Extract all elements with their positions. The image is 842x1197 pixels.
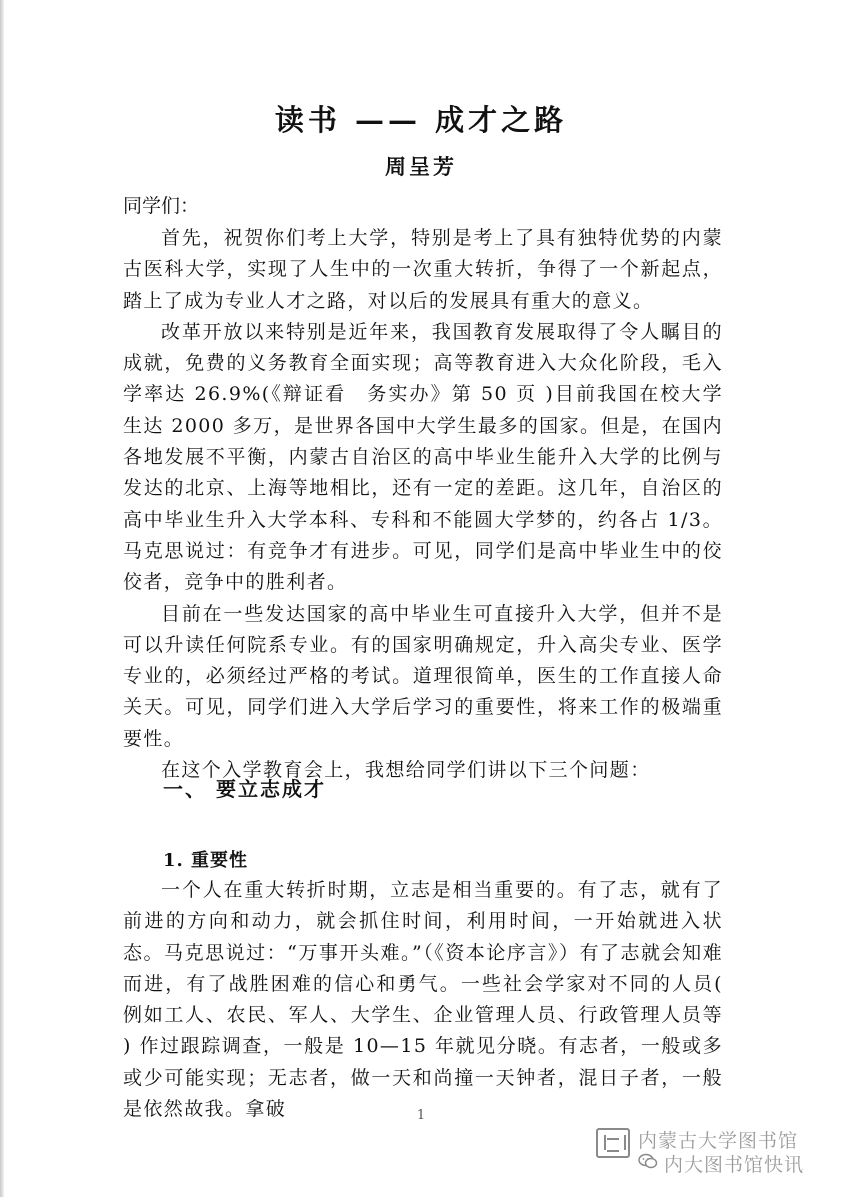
watermark-line1: 内蒙古大学图书馆	[638, 1130, 799, 1152]
salutation: 同学们：	[123, 195, 200, 217]
paragraph: 改革开放以来特别是近年来，我国教育发展取得了令人瞩目的成就，免费的义务教育全面实现；高等教育进入大众化阶段，毛入学率达 26.9%(《辩证看 务实办》第 50 页 )目前我国在校大学生达 2000 多万，是世界各国中大学生最多的国家。但是，在国内各地发展不平衡，内蒙古自治区的高中毕业生能升入大学的比例与发达的北京、上海等地相比，还有一定的差距。这几年，自治区的高中毕业生升入大学本科、专科和不能圆大学梦的，约各占 1/3。马克思说过：有竞争才有进步。可见，同学们是高中毕业生中的佼佼者，竞争中的胜利者。	[123, 320, 723, 594]
document-title: 读书 —— 成才之路	[274, 103, 568, 137]
document-body	[123, 191, 723, 786]
document-author: 周呈芳	[385, 154, 457, 179]
watermark	[596, 1124, 826, 1176]
page-number: 1	[416, 1108, 426, 1123]
subsection-heading: 1. 重要性	[163, 850, 249, 871]
watermark-line2: 内大图书馆快讯	[664, 1154, 805, 1176]
paragraph: 在这个入学教育会上，我想给同学们讲以下三个问题：	[161, 759, 651, 782]
section-heading: 一、 要立志成才	[163, 777, 326, 801]
wechat-icon	[638, 1153, 658, 1169]
paragraph: 目前在一些发达国家的高中毕业生可直接升入大学，但并不是可以升读任何院系专业。有的国家明确规定，升入高尖专业、医学专业的，必须经过严格的考试。道理很简单，医生的工作直接人命关天。可见，同学们进入大学后学习的重要性，将来工作的极端重要性。	[123, 602, 723, 750]
paragraph: 首先，祝贺你们考上大学，特别是考上了具有独特优势的内蒙古医科大学，实现了人生中的一次重大转折，争得了一个新起点，踏上了成为专业人才之路，对以后的发展具有重大的意义。	[123, 227, 723, 312]
library-logo-icon	[596, 1128, 630, 1158]
paragraph: 一个人在重大转折时期，立志是相当重要的。有了志，就有了前进的方向和动力，就会抓住时间，利用时间，一开始就进入状态。马克思说过：“万事开头难。”（《资本论序言》）有了志就会知难而进，有了战胜困难的信心和勇气。一些社会学家对不同的人员( 例如工人、农民、军人、大学生、企业管理人员、行政管理人员等 ) 作过跟踪调查，一般是 10—15 年就见分晓。有志者，一般或多或少可能实现；无志者，做一天和尚撞一天钟者，混日子者，一般是依然故我。拿破	[123, 879, 723, 1121]
subsection-body	[123, 875, 723, 1125]
